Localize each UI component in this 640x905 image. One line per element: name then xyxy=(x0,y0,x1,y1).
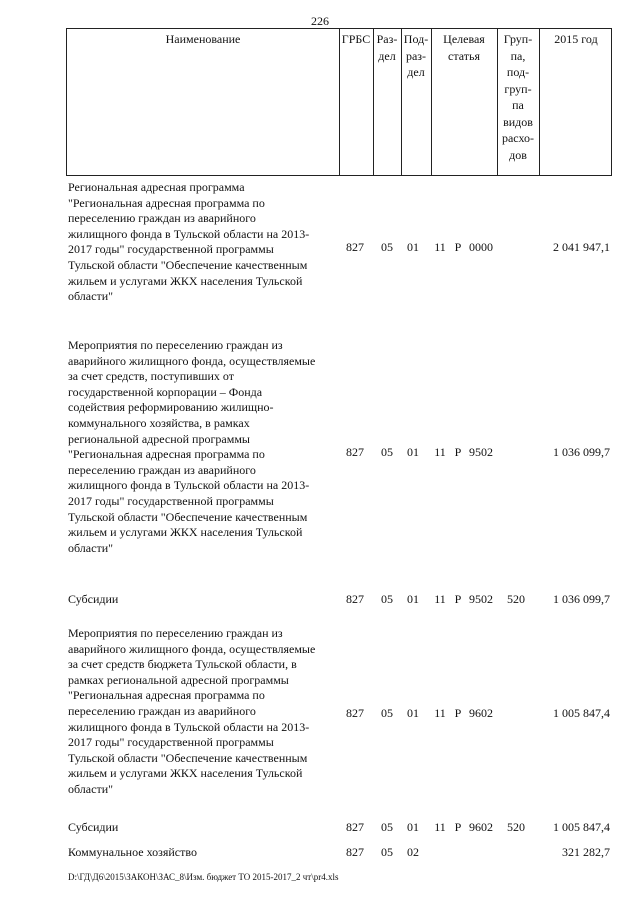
row-cs-program: 11 xyxy=(434,706,446,720)
row-cs-program: 11 xyxy=(434,240,446,254)
row-cs-direction: 9502 xyxy=(469,445,493,459)
row-amount: 2 041 947,1 xyxy=(553,240,610,254)
row-razdel: 05 xyxy=(381,706,393,720)
row-grbs: 827 xyxy=(346,845,364,859)
row-grbs: 827 xyxy=(346,592,364,606)
row-grbs: 827 xyxy=(346,706,364,720)
row-cs-direction: 9502 xyxy=(469,592,493,606)
row-podrazdel: 01 xyxy=(407,592,419,606)
row-grbs: 827 xyxy=(346,820,364,834)
row-name: Субсидии xyxy=(68,592,119,606)
row-podrazdel: 01 xyxy=(407,706,419,720)
row-name: Мероприятия по переселению граждан из аварийного жилищного фонда, осуществляемые за счет средств бюджета Тульской области, в рамках региональной адресной программы "Региональная адресная программа по переселению граждан из аварийного жилищного фонда в Тульской области на 2013- 2017 годы" государственной программы Тульской области "Обеспечение качественным жильем и услугами ЖКХ населения Тульской области" xyxy=(68,626,316,796)
row-vr: 520 xyxy=(507,592,525,606)
row-cs-direction: 0000 xyxy=(469,240,493,254)
table-header xyxy=(66,28,612,176)
row-cs-subprogram: Р xyxy=(454,445,462,459)
row-cs-subprogram: Р xyxy=(454,240,462,254)
file-path-footer: D:\ГД\Д6\2015\ЗАКОН\ЗАС_8\Изм. бюджет ТО 2015-2017_2 чт\pr4.xls xyxy=(68,872,339,882)
row-podrazdel: 02 xyxy=(407,845,419,859)
row-amount: 1 005 847,4 xyxy=(553,706,610,720)
row-podrazdel: 01 xyxy=(407,820,419,834)
row-amount: 1 036 099,7 xyxy=(553,445,610,459)
header-gruppa: Груп- па, под- груп- па видов расхо- дов xyxy=(501,32,535,162)
header-razdel: Раз- дел xyxy=(376,32,398,63)
row-razdel: 05 xyxy=(381,592,393,606)
row-amount: 1 005 847,4 xyxy=(553,820,610,834)
column-divider xyxy=(339,29,340,175)
row-cs-subprogram: Р xyxy=(454,706,462,720)
header-grbs: ГРБС xyxy=(341,32,371,46)
row-razdel: 05 xyxy=(381,240,393,254)
row-grbs: 827 xyxy=(346,445,364,459)
row-amount: 321 282,7 xyxy=(562,845,610,859)
row-razdel: 05 xyxy=(381,445,393,459)
row-amount: 1 036 099,7 xyxy=(553,592,610,606)
row-podrazdel: 01 xyxy=(407,445,419,459)
row-cs-subprogram: Р xyxy=(454,592,462,606)
row-name: Региональная адресная программа "Региональная адресная программа по переселению граждан из аварийного жилищного фонда в Тульской области на 2013- 2017 годы" государственной программы Тульской области "Обеспечение качественным жильем и услугами ЖКХ населения Тульской области" xyxy=(68,180,310,304)
header-name: Наименование xyxy=(165,32,241,46)
row-name: Мероприятия по переселению граждан из аварийного жилищного фонда, осуществляемые за счет средств, поступивших от государственной корпорации – Фонда содействия реформированию жилищно- коммунального хозяйства, в рамках региональной адресной программы "Региональная адресная программа по переселению граждан из аварийного жилищного фонда в Тульской области на 2013- 2017 годы" государственной программы Тульской области "Обеспечение качественным жильем и услугами ЖКХ населения Тульской области" xyxy=(68,338,316,555)
row-cs-subprogram: Р xyxy=(454,820,462,834)
column-divider xyxy=(539,29,540,175)
row-grbs: 827 xyxy=(346,240,364,254)
row-name: Субсидии xyxy=(68,820,119,834)
row-razdel: 05 xyxy=(381,820,393,834)
row-vr: 520 xyxy=(507,820,525,834)
row-cs-program: 11 xyxy=(434,592,446,606)
row-cs-direction: 9602 xyxy=(469,706,493,720)
row-name: Коммунальное хозяйство xyxy=(68,845,197,859)
header-year: 2015 год xyxy=(554,32,598,46)
header-celevaya-statya: Целевая статья xyxy=(443,32,485,63)
page-number: 226 xyxy=(311,14,329,28)
header-podrazdel: Под- раз- дел xyxy=(403,32,429,79)
row-razdel: 05 xyxy=(381,845,393,859)
row-podrazdel: 01 xyxy=(407,240,419,254)
row-cs-program: 11 xyxy=(434,445,446,459)
row-cs-direction: 9602 xyxy=(469,820,493,834)
row-cs-program: 11 xyxy=(434,820,446,834)
